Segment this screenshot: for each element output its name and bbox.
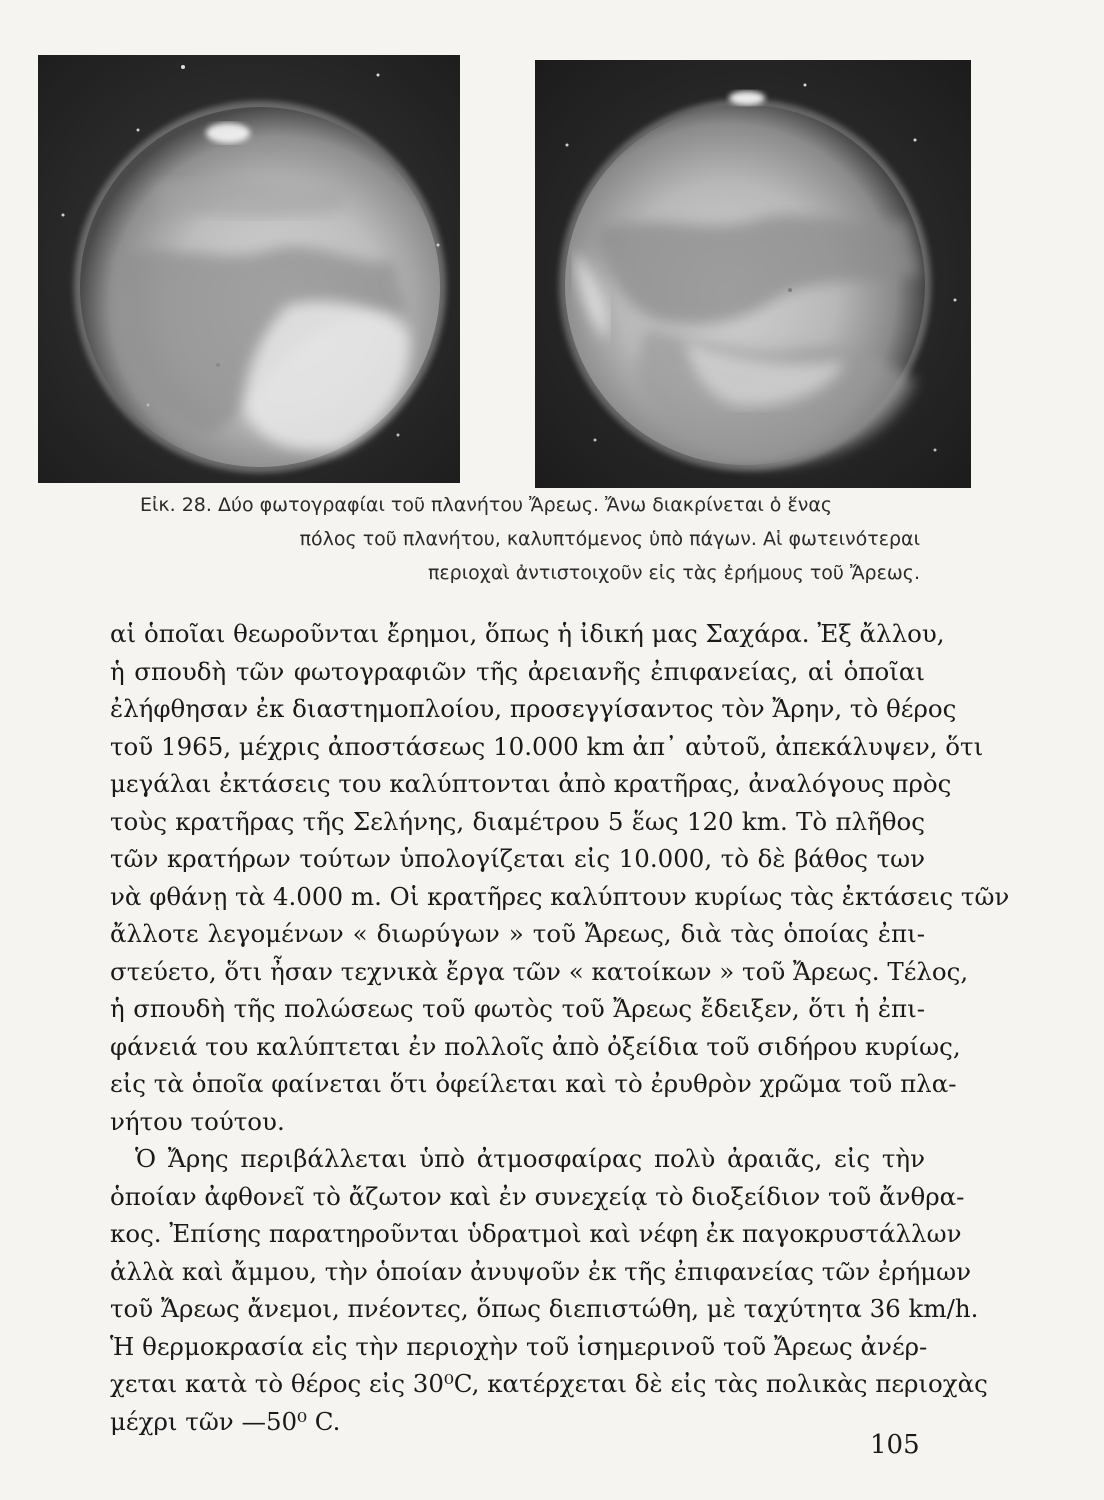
text-line: ἡ σπουδὴ τῶν φωτογραφιῶν τῆς ἀρειανῆς ἐπιφανείας, αἱ ὁποῖαι bbox=[110, 656, 925, 686]
paragraph-1 bbox=[110, 615, 1010, 1140]
paragraph-2 bbox=[110, 1140, 988, 1440]
text-line: ἡ σπουδὴ τῆς πολώσεως τοῦ φωτὸς τοῦ Ἄρεως ἔδειξεν, ὅτι ἡ ἐπι- bbox=[110, 994, 925, 1023]
caption-line: Εἰκ. 28. Δύο φωτογραφίαι τοῦ πλανήτου Ἄρεως. Ἄνω διακρίνεται ὁ ἕνας bbox=[140, 494, 833, 516]
text-line: τοὺς κρατῆρας τῆς Σελήνης, διαμέτρου 5 ἕως 120 km. Τὸ πλῆθος bbox=[110, 806, 925, 836]
text-line: Ὁ Ἄρης περιβάλλεται ὑπὸ ἀτμοσφαίρας πολὺ ἀραιᾶς, εἰς τὴν bbox=[135, 1144, 925, 1173]
text-line: τοῦ Ἄρεως ἄνεμοι, πνέοντες, ὅπως διεπιστώθη, μὲ ταχύτητα 36 km/h. bbox=[110, 1294, 979, 1323]
text-line: τοῦ 1965, μέχρις ἀποστάσεως 10.000 km ἀπ᾽ αὐτοῦ, ἀπεκάλυψεν, ὅτι bbox=[110, 731, 984, 761]
text-line: Ἡ θερμοκρασία εἰς τὴν περιοχὴν τοῦ ἰσημερινοῦ τοῦ Ἄρεως ἀνέρ- bbox=[110, 1331, 928, 1361]
text-line: τῶν κρατήρων τούτων ὑπολογίζεται εἰς 10.000, τὸ δὲ βάθος των bbox=[110, 844, 925, 873]
mars-photo-left-graphic bbox=[38, 55, 460, 483]
text-line: στεύετο, ὅτι ἦσαν τεχνικὰ ἔργα τῶν « κατοίκων » τοῦ Ἄρεως. Τέλος, bbox=[110, 956, 969, 986]
text-line: ἀλλὰ καὶ ἄμμου, τὴν ὁποίαν ἀνυψοῦν ἐκ τῆς ἐπιφανείας τῶν ἐρήμων bbox=[110, 1256, 972, 1286]
text-line: χεται κατὰ τὸ θέρος εἰς 30⁰C, κατέρχεται δὲ εἰς τὰς πολικὰς περιοχὰς bbox=[110, 1369, 988, 1398]
text-line: ὁποίαν ἀφθονεῖ τὸ ἄζωτον καὶ ἐν συνεχείᾳ τὸ διοξείδιον τοῦ ἄνθρα- bbox=[110, 1181, 965, 1211]
figure-caption bbox=[140, 488, 930, 590]
caption-line: πόλος τοῦ πλανήτου, καλυπτόμενος ὑπὸ πάγων. Αἱ φωτεινότεραι bbox=[299, 528, 920, 550]
text-line: νὰ φθάνῃ τὰ 4.000 m. Οἱ κρατῆρες καλύπτουν κυρίως τὰς ἐκτάσεις τῶν bbox=[110, 881, 1010, 911]
text-line: αἱ ὁποῖαι θεωροῦνται ἔρημοι, ὅπως ἡ ἰδική μας Σαχάρα. Ἐξ ἄλλου, bbox=[110, 619, 945, 648]
body-text bbox=[110, 615, 1010, 1440]
text-line: ἄλλοτε λεγομένων « διωρύγων » τοῦ Ἄρεως, διὰ τὰς ὁποίας ἐπι- bbox=[110, 919, 925, 948]
mars-photo-right-graphic bbox=[535, 60, 971, 488]
text-line: κος. Ἐπίσης παρατηροῦνται ὑδρατμοὶ καὶ νέφη ἐκ παγοκρυστάλλων bbox=[110, 1219, 962, 1248]
text-line: μεγάλαι ἐκτάσεις του καλύπτονται ἀπὸ κρατῆρας, ἀναλόγους πρὸς bbox=[110, 769, 952, 798]
caption-line: περιοχαὶ ἀντιστοιχοῦν εἰς τὰς ἐρήμους τοῦ Ἄρεως. bbox=[427, 562, 920, 584]
mars-photo-left bbox=[38, 55, 460, 483]
page-number: 105 bbox=[870, 1430, 920, 1460]
text-line: νήτου τούτου. bbox=[110, 1106, 285, 1136]
text-line: μέχρι τῶν —50⁰ C. bbox=[110, 1406, 341, 1436]
mars-photo-right bbox=[535, 60, 971, 488]
text-line: φάνειά του καλύπτεται ἐν πολλοῖς ἀπὸ ὀξείδια τοῦ σιδήρου κυρίως, bbox=[110, 1031, 961, 1061]
text-line: ἐλήφθησαν ἐκ διαστημοπλοίου, προσεγγίσαντος τὸν Ἄρην, τὸ θέρος bbox=[110, 694, 957, 723]
text-line: εἰς τὰ ὁποῖα φαίνεται ὅτι ὀφείλεται καὶ τὸ ἐρυθρὸν χρῶμα τοῦ πλα- bbox=[110, 1069, 957, 1098]
